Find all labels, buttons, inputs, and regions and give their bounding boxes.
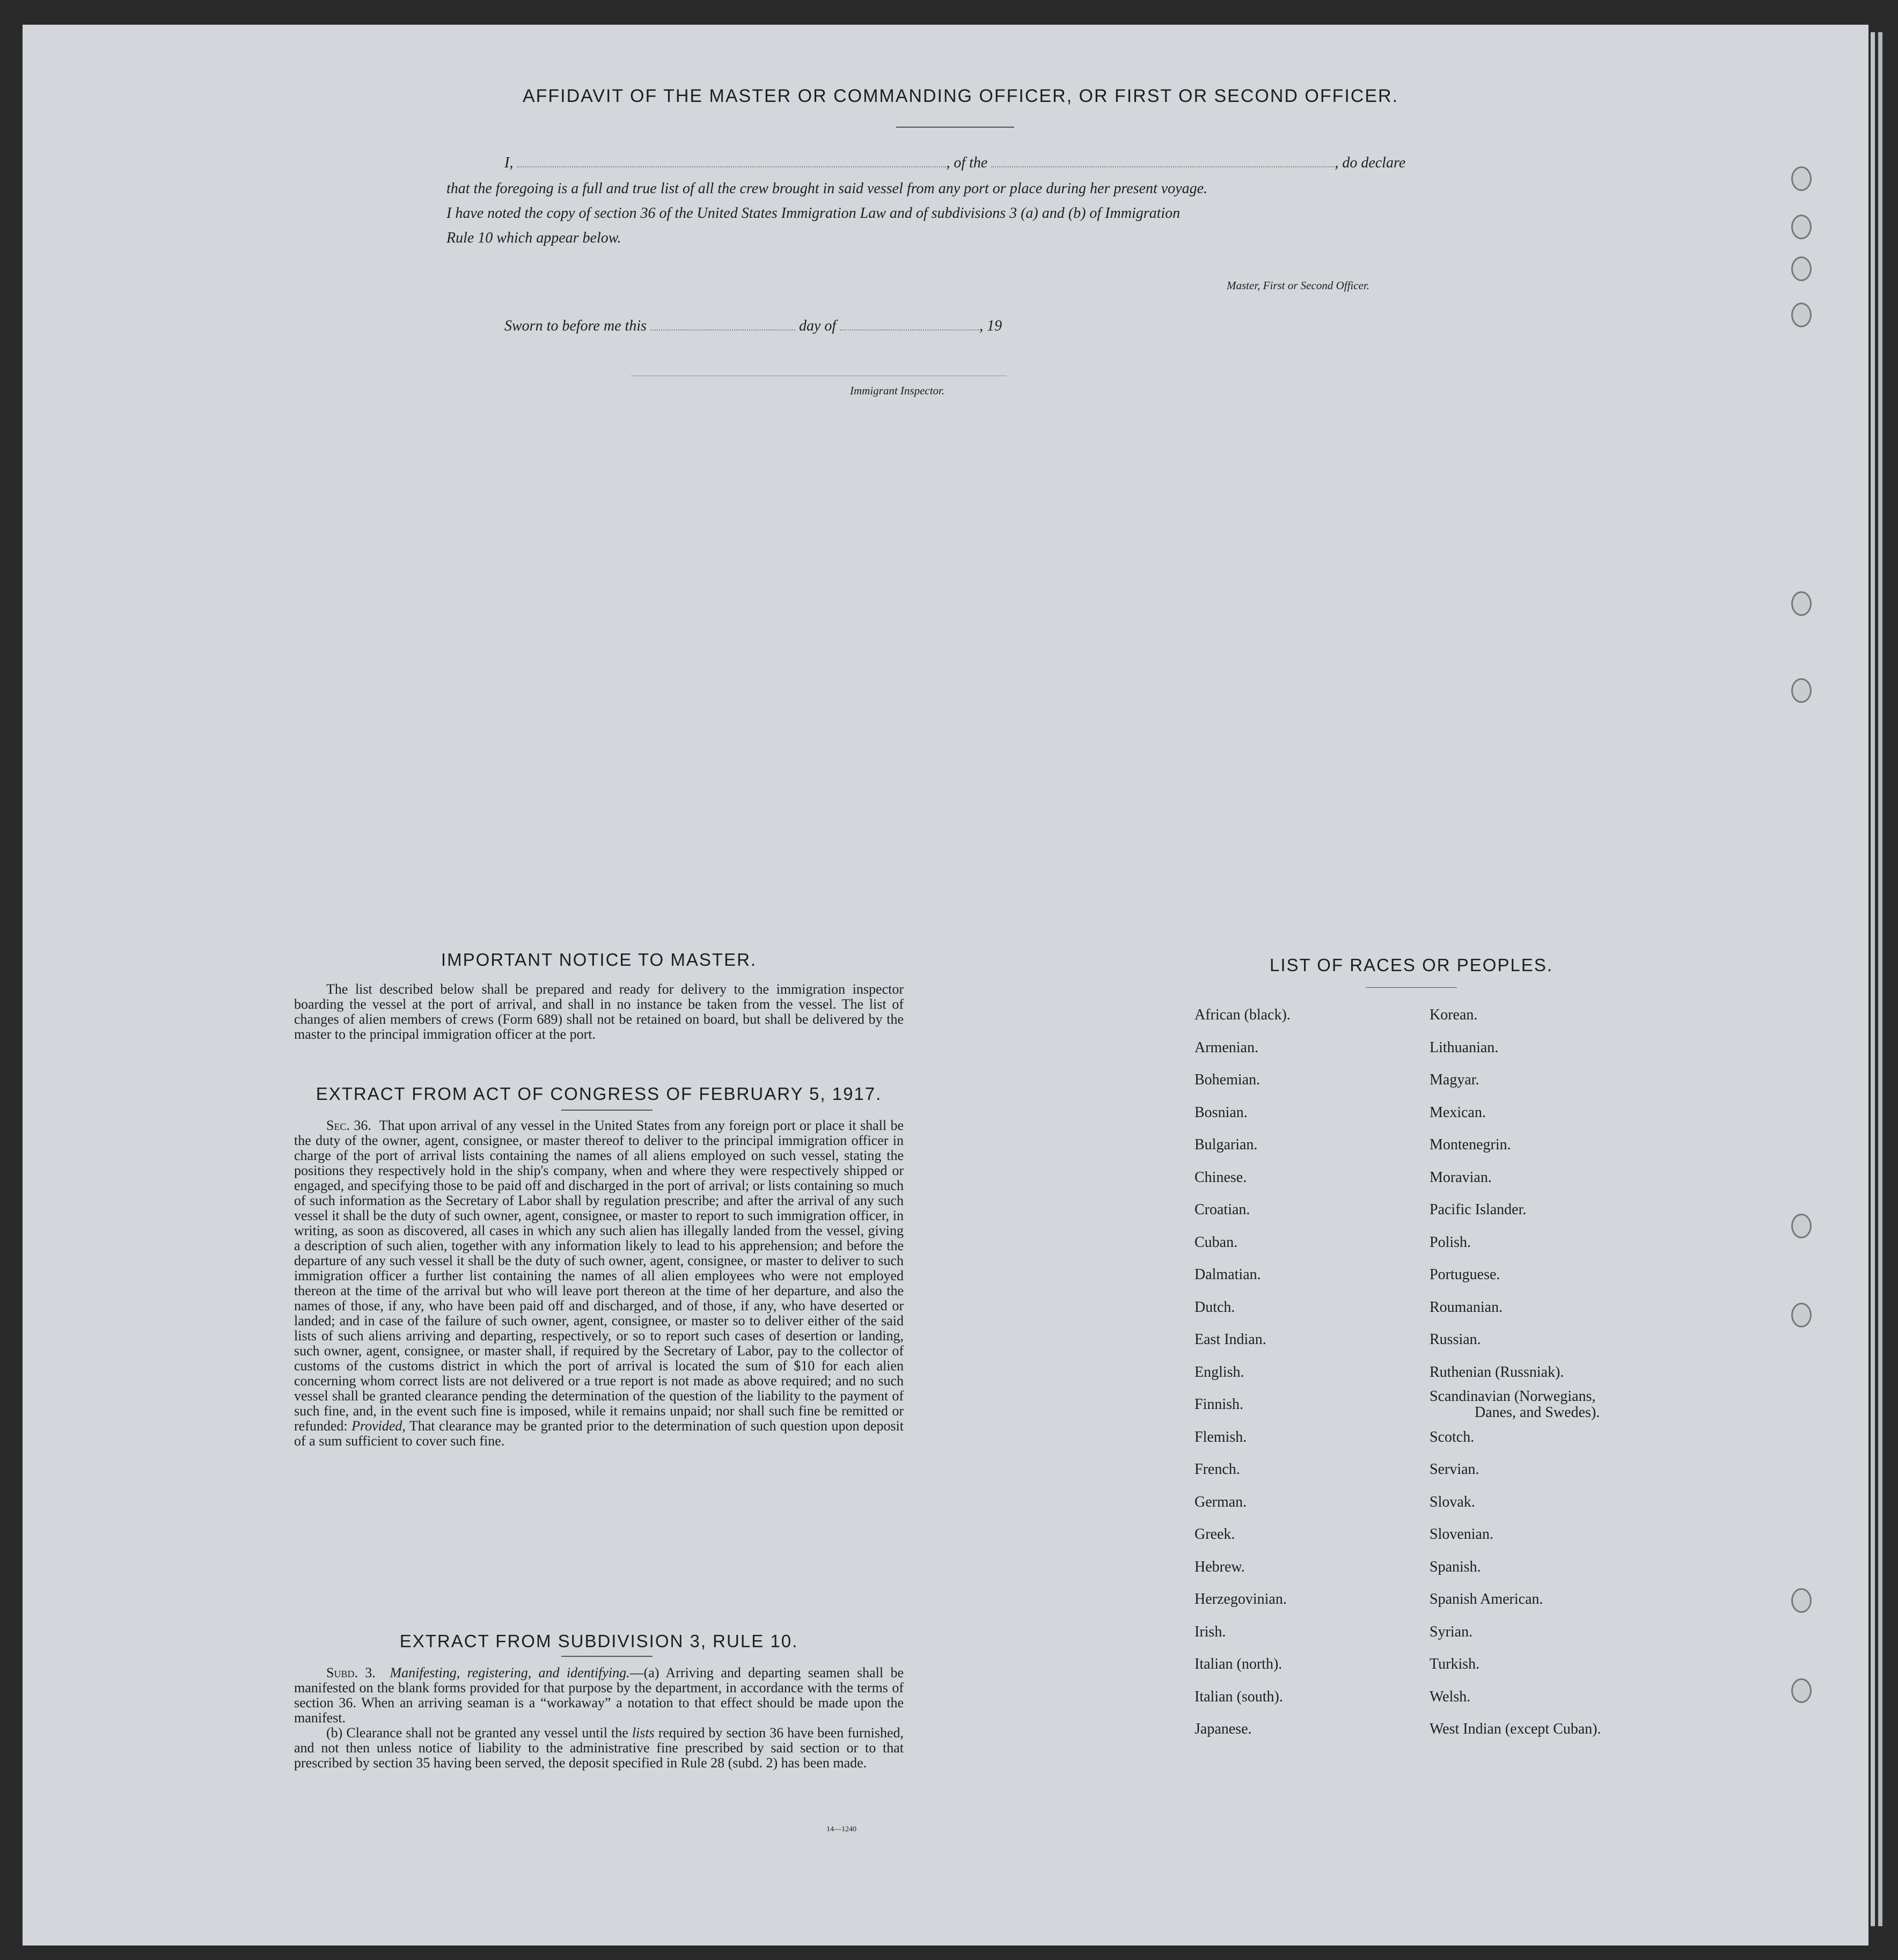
binder-hole [1791,1588,1812,1613]
race-item: German. [1195,1493,1247,1510]
rule-extract-title: EXTRACT FROM SUBDIVISION 3, RULE 10. [399,1631,798,1651]
subd-a-paragraph [294,1665,904,1726]
notice-paragraph: The list described below shall be prepared and ready for delivery to the immigration inspector boarding the vessel at the port of arrival, and shall in no instance be taken from the vessel. The list of changes of alien members of crews (Form 689) shall not be retained on board, but shall be delivered by the master to the principal immigration officer at the port. [294,981,904,1042]
notice-title: IMPORTANT NOTICE TO MASTER. [441,950,757,970]
page-edge [1871,32,1875,1926]
race-item: Finnish. [1195,1396,1244,1413]
binder-hole [1791,591,1812,616]
race-item: Armenian. [1195,1039,1258,1056]
race-item: Italian (north). [1195,1656,1283,1672]
rule-extract-rule [561,1656,653,1657]
subd-b-text-2: required by section 36 have been furnished, and not then unless notice of liability to the administrative fine prescribed by said section or to that prescribed by section 35 having been served, the deposit specified in Rule 28 (subd. 2) has been made. [294,1725,904,1771]
act-extract-text [294,1118,904,1449]
race-item: Scandinavian (Norwegians, Danes, and Swedes). [1430,1388,1600,1421]
subd-b-label: (b) [326,1725,343,1741]
race-item: Scotch. [1430,1428,1475,1445]
race-item: Portuguese. [1430,1266,1500,1283]
officer-name-field[interactable] [517,166,946,167]
binder-hole [1791,303,1812,327]
race-item: Mexican. [1430,1104,1486,1121]
inspector-caption: Immigrant Inspector. [850,384,945,397]
races-rule [1366,987,1457,988]
race-item: Herzegovinian. [1195,1591,1287,1607]
form-number: 14—1240 [826,1825,856,1833]
race-item: Roumanian. [1430,1298,1503,1316]
race-item: Cuban. [1195,1234,1238,1251]
race-item: Greek. [1195,1526,1235,1543]
rule-extract-text [294,1665,904,1771]
binder-hole [1791,1303,1812,1327]
affidavit-title: AFFIDAVIT OF THE MASTER OR COMMANDING OFFICER, OR FIRST OR SECOND OFFICER. [522,86,1399,106]
subd-a-label: —(a) [629,1665,659,1680]
race-item: East Indian. [1195,1331,1266,1348]
subd-b-text-1: Clearance shall not be granted any vessel until the [346,1725,628,1741]
race-item: Moravian. [1430,1169,1492,1186]
binder-hole [1791,166,1812,191]
race-item: Spanish American. [1430,1591,1543,1607]
race-item: Dalmatian. [1195,1266,1261,1283]
do-declare-label: , do declare [1335,155,1406,171]
act-extract-title: EXTRACT FROM ACT OF CONGRESS OF FEBRUARY 5, 1917. [316,1084,882,1104]
race-item: Japanese. [1195,1721,1252,1737]
notice-text [294,982,904,1042]
race-item: African (black). [1195,1007,1291,1023]
subd-b-paragraph [294,1726,904,1771]
provided-label: Provided, [351,1418,406,1434]
day-of-label: day of [798,318,837,334]
race-item: Lithuanian. [1430,1039,1499,1056]
race-item: Bohemian. [1195,1071,1261,1088]
race-item: Korean. [1430,1007,1478,1023]
race-item: Flemish. [1195,1428,1247,1445]
race-item: Welsh. [1430,1688,1471,1705]
i-label: I, [504,155,514,171]
race-item: Slovenian. [1430,1526,1493,1543]
binder-hole [1791,678,1812,703]
race-item: Turkish. [1430,1656,1480,1672]
race-item: Montenegrin. [1430,1136,1511,1153]
act-extract-rule [561,1110,653,1111]
month-field[interactable] [840,329,979,331]
race-item: Chinese. [1195,1169,1247,1186]
race-item: Bulgarian. [1195,1136,1258,1153]
race-item: Italian (south). [1195,1688,1283,1705]
sec-label: Sec. 36. [326,1118,371,1133]
race-item: Irish. [1195,1623,1226,1640]
subd-title: Manifesting, registering, and identifying. [390,1665,630,1680]
binder-hole [1791,1214,1812,1238]
subd-label: Subd. 3. [326,1665,376,1680]
day-field[interactable] [650,329,795,331]
signature-caption: Master, First or Second Officer. [1227,279,1369,292]
vessel-name-field[interactable] [991,166,1335,167]
race-item: Polish. [1430,1234,1471,1251]
race-item: Servian. [1430,1461,1479,1478]
binder-hole [1791,1678,1812,1703]
race-item: Russian. [1430,1331,1481,1348]
race-item: Croatian. [1195,1201,1250,1218]
race-item-continuation: Danes, and Swedes). [1475,1404,1600,1421]
races-left-column [1195,999,1291,1746]
title-rule [896,127,1014,128]
race-item: Hebrew. [1195,1558,1245,1575]
affidavit-line-3: I have noted the copy of section 36 of the United States Immigration Law and of subdivisions 3 (a) and (b) of Immigration [446,205,1181,222]
sec-36-paragraph [294,1118,904,1449]
sworn-line [504,318,1002,335]
of-the-label: , of the [946,155,988,171]
races-right-column [1430,999,1601,1746]
race-item: Dutch. [1195,1298,1235,1316]
page-edge [1878,32,1882,1926]
subd-a-text: Arriving and departing seamen shall be manifested on the blank forms provided for that purpose by the department, in accordance with the terms of section 36. When an arriving seaman is a “workaway” a notation to that effect should be made upon the manifest. [294,1665,904,1726]
lists-word: lists [632,1725,655,1741]
affidavit-line-2: that the foregoing is a full and true list of all the crew brought in said vessel from any port or place during her present voyage. [446,180,1208,197]
race-item: Pacific Islander. [1430,1201,1527,1218]
sworn-label: Sworn to before me this [504,318,647,334]
year-label: , 19 [979,318,1002,334]
binder-hole [1791,215,1812,239]
race-item: English. [1195,1363,1244,1381]
race-item: Ruthenian (Russniak). [1430,1363,1564,1381]
sec-36-text: That upon arrival of any vessel in the United States from any foreign port or place it shall be the duty of the owner, agent, consignee, or master thereof to deliver to the principal immigration officer in charge of the port of arrival lists containing the names of all aliens employed on such vessel, stating the positions they respectively hold in the ship's company, when and where they were respectively shipped or engaged, and specifying those to be paid off and discharged in the port of arrival; or lists containing so much of such information as the Secretary of Labor shall by regulation prescribe; and after the arrival of any such vessel it shall be the duty of such owner, agent, consignee, or master to report to such immigration officer, in writing, as soon as discovered, all cases in which any such alien has illegally landed from the vessel, giving a description of such alien, together with any information likely to lead to his apprehension; and before the departure of any such vessel it shall be the duty of such owner, agent, consignee, or master to deliver to such immigration officer a further list containing the names of all alien employees who were not employed thereon at the time of the arrival but who will leave port thereon at the time of her departure, and also the names of those, if any, who have been paid off and discharged, and of those, if any, who have deserted or landed; and in case of the failure of such owner, agent, consignee, or master so to deliver either of the said lists of such aliens arriving and departing, respectively, or so to report such cases of desertion or landing, such owner, agent, consignee, or master shall, if required by the Secretary of Labor, pay to the collector of customs of the customs district in which the port of arrival is located the sum of $10 for each alien concerning whom correct lists are not delivered or a true report is not made as above required; and no such vessel shall be granted clearance pending the determination of the question of the liability to the payment of such fine, and, in the event such fine is imposed, while it remains unpaid; nor shall such fine be remitted or refunded: [294,1118,904,1434]
binder-hole [1791,256,1812,281]
race-item: Slovak. [1430,1493,1475,1510]
race-item: Syrian. [1430,1623,1473,1640]
race-item: Bosnian. [1195,1104,1248,1121]
race-item: French. [1195,1461,1240,1478]
race-item: Magyar. [1430,1071,1479,1088]
race-item: Spanish. [1430,1558,1481,1575]
races-title: LIST OF RACES OR PEOPLES. [1269,955,1553,975]
affidavit-line-4: Rule 10 which appear below. [446,230,621,246]
sec-36-text-end: That clearance may be granted prior to the determination of such question upon deposit of a sum sufficient to cover such fine. [294,1418,904,1449]
race-item: West Indian (except Cuban). [1430,1721,1601,1737]
affidavit-line-1 [504,155,1405,172]
